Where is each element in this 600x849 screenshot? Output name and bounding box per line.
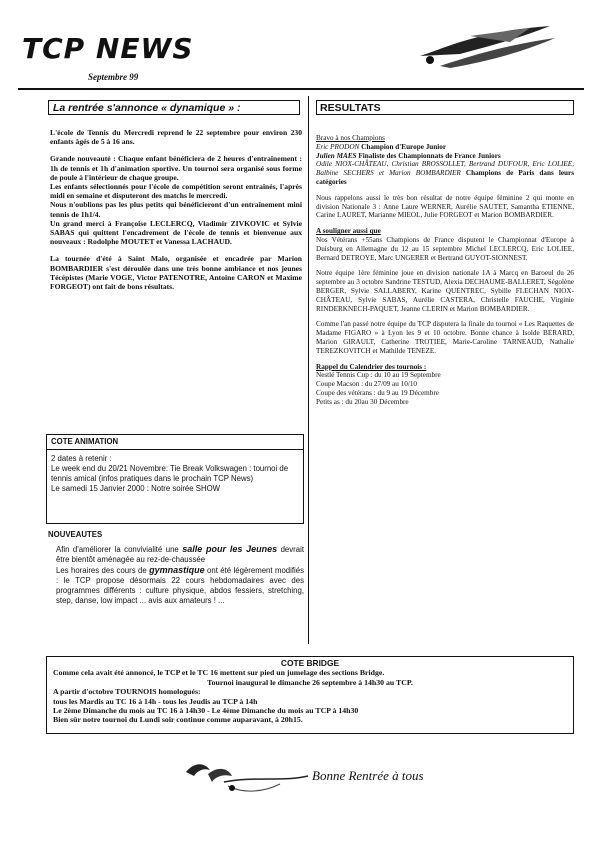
bridge-line: Le 2ème Dimanche du mois au TC 16 à 14h30 - Le 4ème Dimanche du mois au TCP à 14h30: [53, 706, 359, 716]
feather-flourish-icon: [184, 758, 310, 798]
nouveautes-heading: NOUVEAUTES: [48, 530, 103, 539]
resultats-heading: RESULTATS: [316, 100, 574, 115]
closing-greeting: Bonne Rentrée à tous: [312, 768, 424, 783]
nouveautes-section: [48, 530, 304, 606]
newsletter-title: TCP NEWS: [22, 32, 194, 65]
issue-date: Septembre 99: [88, 72, 139, 82]
header-rule: [18, 88, 584, 90]
animation-intro: 2 dates à retenir :: [51, 454, 112, 463]
nouveautes-paragraph: Les horaires des cours de gymnastique ont été légèrement modifiés : le TCP propose désormais 22 cours hebdomadaires avec des programmes différents : culture physique, abdos fessiers, stretching, step, danse, low impact ... avis aux amateurs ! ...: [56, 565, 304, 605]
bravo-line: Bravo à nos Champions: [316, 134, 385, 142]
result-paragraph: Comme l'an passé notre équipe du TCP disputera la finale du tournoi « Les Raquettes de Madame FIGARO » à Lyon les 9 et 10 octobre. Bonne chance à Isolde BERARD, Marion GIRAULT, Catherine TROTIEE, Marie-Caroline TARNEAUD, Nathalie TEREZKOVITCH et Mathilde TENEZE.: [316, 320, 574, 355]
result-line: Julien MAES Finaliste des Championnats de France Juniors: [316, 151, 501, 160]
animation-box: [46, 434, 304, 524]
article-paragraph: Grande nouveauté : Chaque enfant bénéficiera de 2 heures d'entraînement : 1h de tennis et 1h d'animation sportive. Un tournoi sera organisé sous forme de poule à l'intérieur de chaque groupe.: [50, 154, 302, 182]
souligner-heading: A souligner aussi que: [316, 227, 381, 236]
bridge-box: [46, 656, 574, 734]
bridge-line: A partir d'octobre TOURNOIS homologués:: [53, 687, 201, 697]
animation-event: Le samedi 15 Janvier 2000 : Notre soirée SHOW: [51, 484, 221, 493]
result-paragraph: Nous rappelons aussi le très bon résultat de notre équipe féminine 2 qui monte en division Nationale 3 : Anne Laure WERNER, Aurélie SAUTET, Samantha ETIENNE, Carine LAURET, Marianne MIEOL, Julie FORGEOT et Marion BOMBARDIER.: [316, 193, 574, 220]
bridge-line: Bien sûr notre tournoi du Lundi soir continue comme auparavant, à 20h15.: [53, 715, 303, 725]
rentree-article: [50, 128, 302, 291]
feather-logo-icon: [410, 16, 560, 76]
calendar-item: Nestlé Tennis Cup : du 10 au 19 Septembre: [316, 371, 441, 380]
article-paragraph: Un grand merci à Françoise LECLERCQ, Vladimir ZIVKOVIC et Sylvie SABAS qui quittent l'encadrement de l'école de tennis et bienvenue aux nouveaux : Rodolphe MOUTET et Vanessa LACHAUD.: [50, 218, 302, 247]
result-line: Eric PRODON Champion d'Europe Junior: [316, 142, 447, 151]
bridge-heading: COTE BRIDGE: [280, 658, 340, 668]
bridge-line: tous les Mardis au TC 16 à 14h - tous les Jeudis au TCP à 14h: [53, 696, 258, 706]
animation-heading: COTE ANIMATION: [47, 435, 303, 450]
article-paragraph: La tournée d'été à Saint Malo, organisée et encadrée par Marion BOMBARDIER s'est déroulée dans une très bonne ambiance et nos jeunes Técépistes (Marie VOGE, Victor PATENOTRE, Antoine CARON et Maxime FORGEOT) ont fait de bons résultats.: [50, 254, 302, 292]
calendar-item: Petits as : du 20au 30 Décembre: [316, 397, 409, 406]
nouveautes-paragraph: Afin d'améliorer la convivialité une salle pour les Jeunes devrait être bientôt aménagée au rez-de-chaussée: [56, 544, 304, 564]
calendar-item: Coupe des vétérans : du 9 au 19 Décembre: [316, 388, 439, 397]
result-line: Odile NIOX-CHÂTEAU, Christian BROSSOLLET, Bertrand DUFOUR, Eric LOLIEE, Balbine SECHERS et Marion BOMBARDIER Champions de Paris dans leurs catégories: [316, 160, 574, 186]
bridge-line: Comme cela avait été annoncé, le TCP et le TC 16 mettent sur pied un jumelage des sections Bridge.: [53, 668, 385, 678]
article-paragraph: L'école de Tennis du Mercredi reprend le 22 septembre pour environ 230 enfants âgés de 5 à 16 ans.: [50, 128, 302, 147]
result-paragraph: Nos Vétérans +55ans Champions de France disputent le Championnat d'Europe à Duisburg en Allemagne du 12 au 15 septembre Michel LECLERCQ, Eric LOLIEE, Bernard DETROYE, Marc UNGERER et Bertrand GUYOT-SIONNEST.: [316, 235, 574, 262]
result-paragraph: Notre équipe 1ère féminine joue en division nationale 1A à Marcq en Baroeul du 26 septembre au 3 octobre Sandrine TESTUD, Alexia DECHAUME-BALLERET, Ségolène BERGER, Sylvie SALLABERY, Karine QUENTREC, Sybille FLECHAN NIOX-CHÂTEAU, Sylvie SABAS, Aurélie CASTERA, Christelle FAUCHE, Virginie RINDERKNECH-PAQUET, Jeanne CLERIN et Marion BOMBARDIER.: [316, 269, 574, 313]
bridge-line: Tournoi inaugural le dimanche 26 septembre à 14h30 au TCP.: [207, 677, 413, 687]
resultats-article: [316, 134, 574, 407]
left-section-heading: La rentrée s'annonce « dynamique » :: [48, 100, 300, 115]
animation-event: Le week end du 20/21 Novembre: Tie Break Volkswagen : tournoi de tennis amical (infos pratiques dans le prochain TCP News): [51, 464, 289, 483]
column-divider: [308, 96, 309, 644]
calendar-heading: Rappel du Calendrier des tournois :: [316, 362, 427, 371]
article-paragraph: Nous n'oublions pas les plus petits qui bénéficieront d'un entraînement mini tennis de 1h1/4.: [50, 200, 302, 219]
article-paragraph: Les enfants sélectionnés pour l'école de compétition seront entraînés, l'après midi en semaine et disputeront des matchs le mercredi.: [50, 182, 302, 201]
calendar-item: Coupe Macson : du 27/09 au 10/10: [316, 380, 418, 389]
